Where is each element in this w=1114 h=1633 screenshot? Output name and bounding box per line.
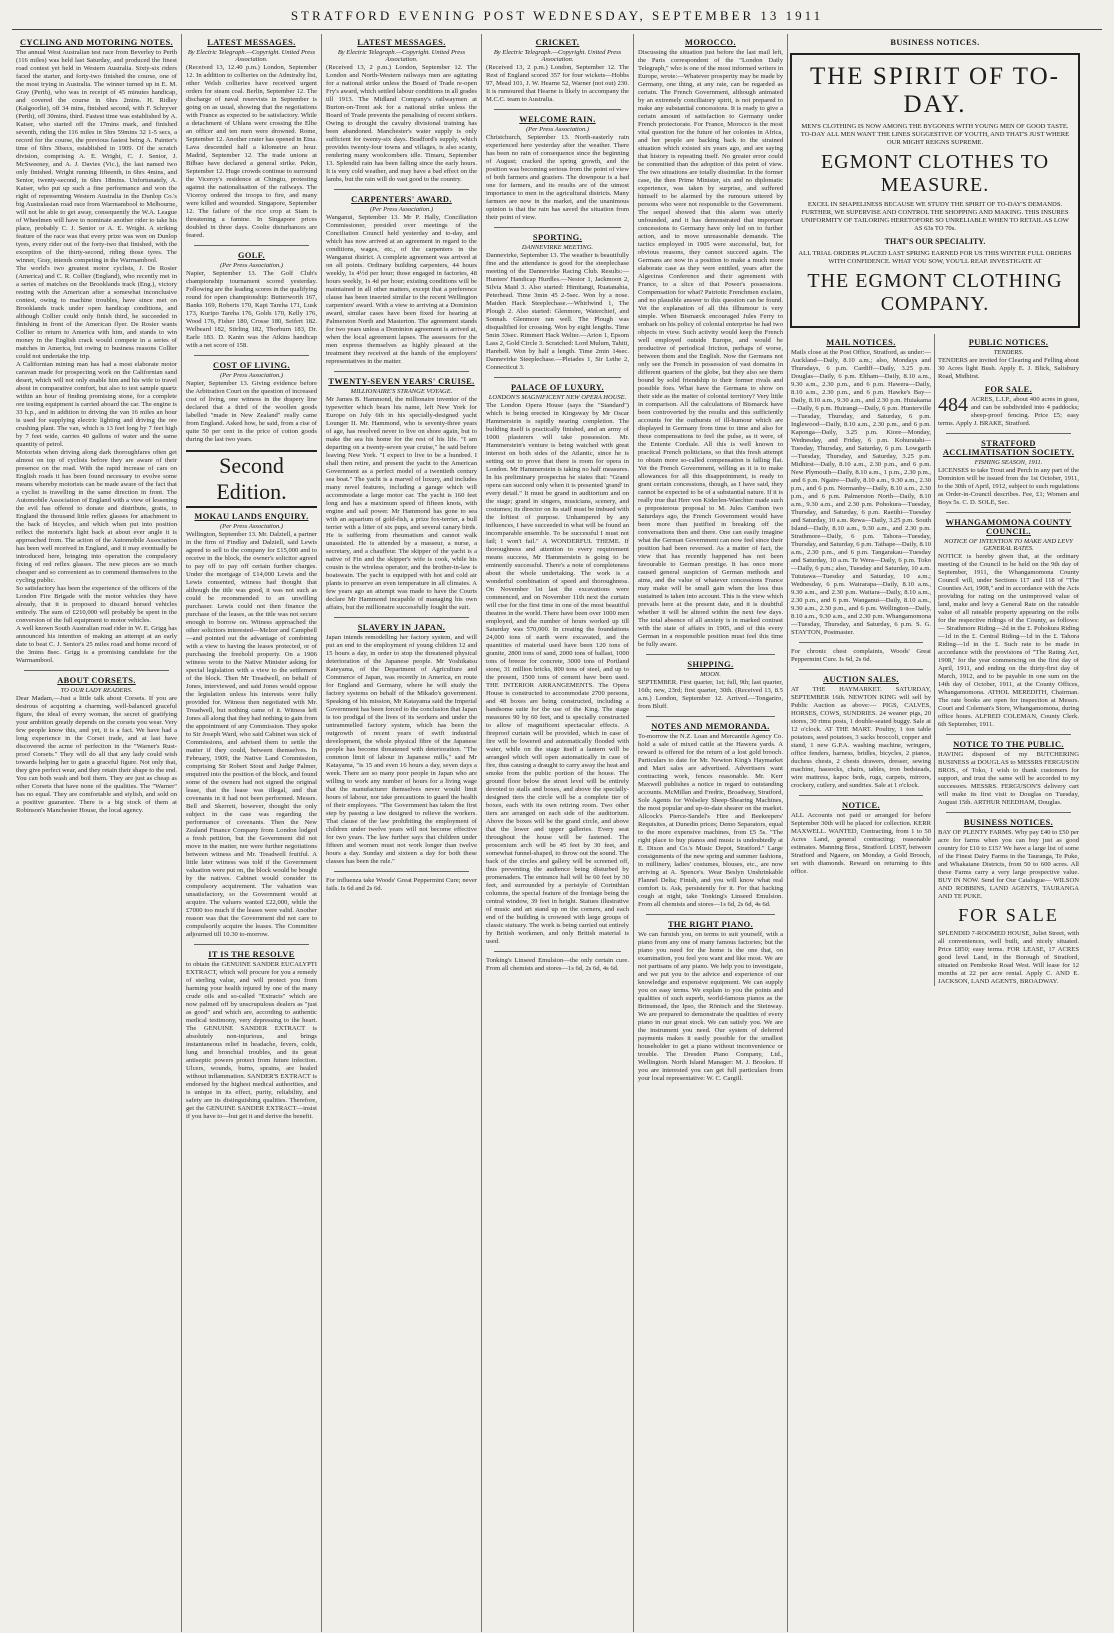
sporting-subheading: DANNEVIRKE MEETING. — [521, 244, 594, 251]
rates-text: NOTICE is hereby given that, at the ordinary meeting of the Council to be held on the 9th day of September, 1911, the Whangamomona County Council will, under Sections 117 and 118 of "The Counties Act, 1908," and in accordance with the Acts providing for rating on the unimproved value of land, make and levy a General Rate on the rateable value of all rateable property appearing on the rolls for the respective ridings of the County, as follows:— Strathmore Riding—2d in the £. Pohokura Riding—1d in the £. Central Riding—1d in the £. Tahora Riding—1d in the £. Such rate to be made in accordance with the provisions of "The Rating Act, 1908," for the year commencing on the first day of April, 1911, and ending on the thirty-first day of March, 1912, and to be payable in one sum on the 14th day of October, 1911, at the County Offices, Whangamomona. ATHOL MEREDITH, Chairman. The rate books are open for inspection at Messrs. Court and Coleman's Store, Whangamomona, during office hours. ALFRED COLEMAN, County Clerk. 6th September, 1911. — [938, 553, 1079, 728]
divider — [646, 914, 775, 915]
divider — [646, 716, 775, 717]
divider — [799, 669, 923, 670]
rates-subheading: NOTICE OF INTENTION TO MAKE AND LEVY GENERAL RATES. — [944, 538, 1073, 552]
notice-heading: NOTICE. — [842, 801, 880, 810]
mail-text: Mails close at the Post Office, Stratford, as under:— Auckland—Daily, 8.10 a.m.; also, Mondays and Thursdays, 6 p.m. Cardiff—Daily, 3.25 p.m. Douglas—Daily, 6 p.m. Eltham—Daily, 8.10 a.m., 9.30 a.m., 2.30 p.m., and 6 p.m. Hawera—Daily, 8.10 a.m., 2.30 p.m., and 6 p.m. Hawke's Bay—Daily, 8.10 a.m., 9.30 a.m., and 2.30 p.m. Huiakama—Daily, 6 p.m. Huirangi—Daily, 6 p.m. Hunterville—Tuesday, Thursday, and Saturday, 6 p.m. Inglewood—Daily, 8.10 a.m., 2.30 p.m., and 6 p.m. Kaponga—Daily, 3.25 p.m. Kiore—Monday, Wednesday, and Friday, 6 p.m. Kohuratahi—Tuesday, Thursday, and Saturday, 6 p.m. Lowgarth—Tuesday, Thursday, and Saturday, 3.25 p.m. Midhirst—Daily, 8.10 a.m., 2.30 p.m., and 6 p.m. New Plymouth—Daily, 8.10 a.m., 1 p.m., 2.30 p.m., and 6 p.m. Ngaire—Daily, 8.10 a.m., 9.30 a.m., 2.30 p.m., and 6 p.m. Normanby—Daily, 8.10 a.m., 2.30 p.m., and 6 p.m. Palmerston North—Daily, 8.10 a.m., 9.30 a.m., and 2.30 p.m. Pohokura—Tuesday, Thursday, and Saturday, 6 p.m. Raetihi—Tuesday and Saturday, 10 a.m. Rewa—Daily, 3.25 p.m. South Island—Daily, 8.10 a.m., 9.30 a.m., and 2.30 p.m. Strathmore—Daily, 6 p.m. Tahora—Tuesday, Thursday, and Saturday, 6 p.m. Taihape—Daily, 8.10 a.m., 2.30 p.m., and 6 p.m. Tangarakau—Tuesday and Saturday, 10 a.m. Te Wera—Daily, 6 p.m. Toko—Daily, 6 p.m.; also, Tuesday and Saturday, 10 a.m. Tututawa—Tuesday and Saturday, 10 a.m.; Wednesday, 6 p.m. Wairarapa—Daily, 8.10 a.m., 9.30 a.m., and 2.30 p.m. Waitara—Daily, 8.10 a.m., 2.30 p.m., and 6 p.m. Wanganui—Daily, 8.10 a.m., 9.30 a.m., 2.30 p.m., and 6 p.m. Wellington—Daily, 8.10 a.m., 9.30 a.m., and 2.30 p.m. Whangamomona—Tuesday, Thursday, and Saturday, 6 p.m. S. G. STAYTON, Postmaster. — [791, 349, 931, 636]
carpenters-text: Wanganui, September 13. Mr P. Hally, Conciliation Commissioner, presided over meetings of the Conciliation Council held yesterday and to-day, and which has now arrived at an agreement in regard to the conditions, wages, etc., of the carpenters in the Wanganui district. A complete agreement was arrived at on all points. Ordinary building carpenters, 44 hours weekly, 1s 4½d per hour; those engaged in factories, 48 hours weekly, 1s 4d per hour; existing conditions will be maintained in all other matters, except that a preference clause has been inserted similar to the recent Wellington carpenters' award. With a view to arriving at a Dominion award, similar cases have been fixed for hearing at Palmerston North and Masterton. The agreement stands for two years unless a Dominion agreement is arrived at, when the local agreement lapses. The assessors for the men express themselves as highly pleased at the treatment they received at the hands of the employers' representatives in the matter. — [326, 214, 477, 365]
divider — [334, 371, 469, 372]
cycling-heading: CYCLING AND MOTORING NOTES. — [19, 38, 174, 47]
divider — [494, 109, 621, 110]
piano-heading: THE RIGHT PIANO. — [667, 920, 754, 929]
carpenters-heading: CARPENTERS' AWARD. — [351, 195, 452, 204]
ad-line-1: MEN'S CLOTHING IS NOW AMONG THE BYGONES WITH YOUNG MEN OF GOOD TASTE. TO-DAY ALL MEN WANT THE LINES SUGGESTIVE OF YOUTH, AND THAT'S JUST WHERE OUR MIGHT REIGNS SUPREME. — [800, 123, 1070, 146]
mokau-text: Wellington, September 13. Mr. Dalziell, a partner in the firm of Findlay and Dalziell, said Lewis agreed to sell to the company for £15,000 and to receive in the block, the owner's solicitor agreed to pay off to pay off certain further charges. Under the mortgage of £14,000 Lewis and the Lewis consented, witness had thought that although the title was good, it was not such as could be recommended to an unwilling purchaser. Lewis could not then finance the purchase of the leases, as the title was not secure enough to borrow on. Witness approached the other solicitors interested—Melzer and Campbell—and pointed out the advantage of combining with a view to having the leases protected, or of purchasing the freehold property. On a 1906 witness wrote to the Native Minister asking for special legislation with a view to the settlement of the block. Then Mr Treadwell, on behalf of Jones, interviewed, and said Jones would oppose the legislation unless his interests were fully provided for. Witness then negotiated with Mr. Treadwell, but nothing came of it. Witness left Jones all along that they had nothing to gain from the appointment of any Commission. They spoke to Sir Joseph Ward, who said Cabinet was sick of Commissions, and advised them to settle the matter if they could, between themselves. In February, 1909, the Native Land Commission, comprising Sir Robert Stout and Judge Palmer, enquired into the position of the block, and found some of the owners had not signed the original lease, that the lease was illegal, and that covenants in it had not been performed. Messrs. Bell and Skerrett, however, thought the only subject in the case was regarding the performance of covenants. Then the New Zealand Finance Company from London lodged a fresh petition, but the Government did not move in the matter, nor were further negotiations between witness and Mr. Treadwell fruitful. A little later witness was told if the Government valuation were put on, the block would be bought by the natives. Cabinet would consider its compulsory acquirement. The valuation was unsatisfactory, so the Government would at acquire. The valuers wanted £22,000, while the £7000 too much if the leases were valid. Another reason was that the Government did not care to compulsorily acquire the leases. The Committee adjourned till 10.30 to-morrow. — [186, 531, 317, 938]
palace-text: The London Opera House (says the "Standard") which is being erected in Kingsway by Mr Oscar Hammerstein is rapidly nearing completion. The building itself is practically finished, and an army of 1000 plasterers will take possession. Mr. Hammerstein's venture is being watched with great interest on both sides of the Atlantic, since he is setting out to prove that there is room for opera in London. Mr Hammerstein is taking no half measures. In his preliminary prospectus he states that: "Grand opera can succeed only when it is presented 'grand' in every detail." It must be grand in auditorium and on the stage; grand in singers, musicians, scenery, and costumes; its director on its staff must be imbued with the loftiest of purpose. Unhampered by any influences, I have succeeded in what will be found an incomparable ensemble. To be successful I must not fail; I won't fail." A WONDERFUL THEME. If thoroughness and attention to every requirement means success, Mr Hammerstein is going to be eminently successful. There's a note of completeness about the whole undertaking. The work is a wonderful combination of speed and thoroughness. On November 1st last the excavations were commenced, and on November 11th next the curtain will rise for the first time in one of the most beautiful theatres in the world. There have been over 1000 men employed, and the number of hours worked up till Saturday was 570,000. In creating the foundations 24,000 tons of earth were excavated, and the quantities of material used have been 120 tons of granite, 2800 tons of sand, 2000 tons of ballast, 1000 tons of breeze for concrete, 3000 tons of Portland stone, 31 million bricks, 800 tons of steel, and up to the present, 1500 tons of cement have been used. THE INTERIOR ARRANGEMENTS. The Opera House is constructed to accommodate 2700 persons, and 48 boxes are being constructed, including a handsome suite for the use of the King. The stage measures 90 by 60 feet, and is specially constructed to allow of magnificent spectacular effects. A fireproof curtain will be provided, which in case of fire will be lowered and automatically flooded with water, while on the stage itself a lantern will be arranged which will open automatically in case of fire, thus causing a draught to carry away the heat and smoke from the public portion of the house. The ground floor below the street level will be entirely devoted to stalls and boxes, and above the specially-designed tiers the circle will be a complete tier of boxes, each with its own retiring room. Two other tiers are arranged on each side of the auditorium. Above the boxes will be the grand circle, and above that the lower and upper galleries. Every seat throughout the house will be fastened. The proscenium arch will be 45 feet by 30 feet, and somewhat funnel-shaped, to throw out the sound. The back of the circles and gallery will be screened off, thus preventing the audience being disturbed by promenaders. The entrance hall will be 60 feet by 30 feet, and surrounded by a peristyle of Corinthian columns, the special feature of the frontage being the central window, 39 feet in height. Statues illustrative of music and art stand up on the corners, and each end of the building is crowned with large groups of classic statuary. The work is being carried out entirely by British workmen, and only British material is used. — [486, 402, 629, 945]
cost-of-living-byline: (Per Press Association.) — [219, 372, 283, 379]
ad-speciality: THAT'S OUR SPECIALITY. — [884, 237, 986, 246]
corsets-text: Dear Madam,—Just a little talk about Corsets. If you are desirous of acquiring a charming, well-balanced graceful figure, the ideal of every woman, the secret of gratifying your ambition greatly depends on the corsets you wear. Very few people know this, and yet, it is a fact. We have had a long experience in the Corset trade, and at last have discovered the acme of perfection in the "Warner's Rust-proof Corsets." They will do all that any lady could wish towards helping her to gain a graceful figure. Not only that, they give perfect wear, and they retain their shape to the end. You can both wash and boil them. They are just as cheap as other Corsets that have none of the qualities. The "Warner" has no equal. They are comfortable and stylish, and sold on a positive guarantee. There is a big stock of them at Robinson's Manchester House, the local agency. — [16, 695, 177, 814]
auction-text: AT THE HAYMARKET. SATURDAY, SEPTEMBER 16th. NEWTON KING will sell by Public Auction as above:— PIGS, CALVES, HORSES, COWS, SUNDRIES. 24 weaner pigs, 20 stores, 30 rimu posts, 1 double-seated buggy. Sale at 12 o'clock. AT THE MART. Poultry, 1 ton table potatoes, seed potatoes, 3 sacks broccoli, copper and stand, 1 new G.P.A. washing machine, wringers, office fenders, harness, bridles, bicycles, 2 pianos, duchess chests, 2 chests drawers, dresser, sewing machine, hassocks, chairs, tables, iron bedsteads, wire mattress, kapoc beds, rugs, carpets, mirrors, crockery, cutlery, and sundries. Sale at 1 o'clock. — [791, 686, 931, 789]
farms-text: BAY OF PLENTY FARMS. Why pay £40 to £50 per acre for farms when you can buy just as good country for £10 to £15? We have a large list of some of the Finest Dairy Farms in the Tauranga, Te Puke, and Whakatane Districts, from 50 to 600 acres. All these Farms carry a very large prospective value. BUY IN NOW. Send for Our Catalogue— WILSON AND ROBBINS, LAND AGENTS, TAURANGA AND TE PUKE. — [938, 829, 1079, 900]
cruise-heading: TWENTY-SEVEN YEARS' CRUISE. — [328, 377, 475, 386]
divider — [946, 512, 1071, 513]
divider — [946, 812, 1071, 813]
morocco-text: Discussing the situation just before the last mail left, the Paris correspondent of the "London Daily Telegraph," who is one of the most informed writers in Europe, wrote:—Whatever prosperity may be made by Germany, one thing, at any rate, can be regarded as certain. The French Government, although animated by an extremely conciliatory spirit, is not prepared to make any substantial concessions. It is ready to give a certain amount of satisfaction to Germany under French protectorate. For France, Morocco is the most vital question for the future of her colonies in Africa, and her people are backing back to the strained situation which existed six years ago, and are saying that history is repeating itself. No greater error could be committed than the adoption of this point of view. The two situations are totally dissimilar. In the former case, the then Prime Minister, six and no diplomatic experience, was taken by surprise, and suffered himself to be alarmed by the rumours uttered by persons who were not responsible to the Government. The sequel showed that this alarm was utterly unfounded, and it has demonstrated that important concessions to Germany have only led on to further action, and to move unreasonable demands. The tactics employed in 1905 were successful, but, for obvious reasons, they cannot succeed again. The Germans are now in a position to make a much more elaborate case as they were entitled, years after the Algeciras Conference and their agreement with France, to a slice of that Power's possessions. Compensation for what? Patriotic Frenchmen exclaim, and no plausible answer to this question can be found. Yet the explanation of all this illhumour is very simple. When Bismarck encouraged Jules Ferry to embark on his policy of colonial enterprise he had two objects in view. Such activity would keep the French well employed outside Europe, and would be productive of periodical friction, perhaps of worse, between them and the English. Now the Germans not only see the French in possession of vast domains in different quarters of the globe, but they also see them bound by solid friendship to their former rivals and possible foes. What have the Germans to show on their side as the matter of colonial territory? Very little in comparison. All the calculations of Bismarck have been controverted by the results and this sufficiently accounts for the outbursts of ill-humour which are displayed in Germany from time to time and also for these compensations to feel the pulse, as it were, of the Entente Cordiale. All this is well known to practical French politicians, so that this fresh attempt to obtain more so-called compensation is falling flat. Yet the French Government, willing as it is to make allowances for all this disappointment, is ready to grant certain concessions, though, as I have said, they cannot be expected to be of a substantial nature. If it is really true that Herr von Kiderlen-Waechter made such a preposterous proposal to M. Jules Cambon two Saturdays ago, the French Government would have been more than justified in breaking off the conversations then and there. One can easily imagine what the German Government can now feel since their position had been reversed. As a matter of fact, the view that has recently happened has not been favourable to German prestige. It has once more caused general suspicion of German methods and aims, and the value of whatever concessions France may make will be small gain when the loss thus sustained is taken into account. This is the view which prevails here at the present date, and it is doubtful whether it will be altered within the next few days. The total absence of all anxiety is in marked contrast with the state of affairs in 1905, and of this every German in a responsible position must feel this time be fully aware. — [638, 49, 784, 648]
latest-messages-2-heading: LATEST MESSAGES. — [357, 38, 446, 47]
business-notices-heading: BUSINESS NOTICES. — [963, 818, 1054, 827]
notes-text: To-morrow the N.Z. Loan and Mercantile Agency Co. hold a sale of mixed cattle at the Hawera yards. A reward is offered for the return of a lost gold brooch. Particulars to date for Mr. Newton King's Haymarket and Mart sales are advertised. Advertisers want contracting work, fences reasonable. Mr. Kerr Maxwell publishes a notice in regard to outstanding accounts. McMillan and Fredric, Broadway, Stratford, Sole Agents for Wolseley Sheep-Shearing Machines, the most popular and up-to-date shearer on the market. Allcock's Pierce-Sandel's Hire and Beekeepers' Requisites, at Dunedin prices; Demo Separators, equal to the more expensive machines, from £5 5s. "The right place to buy pianos and music is undoubtedly at E. Dixon and Co.'s Music Depot, Stratford." Large consignments of the new spring and summer fashions, in millinery, ladies' costumes, blouses, etc., are now arriving at A. Spence's. Wear Beslyn Unshrinkable Flannel Delta; Finish, and you will know what real comfort is. Ask, persistently for it. For that hacking cough at night, take Tonking's Linseed Emulsion. From all chemists and stores—1s 6d, 2s 6d, 4s 6d. — [638, 733, 783, 908]
column-latest-messages-2 — [322, 34, 482, 1632]
divider — [946, 433, 1071, 434]
council-heading: WHANGAMOMONA COUNTY COUNCIL. — [945, 518, 1072, 536]
cycling-text-6: A well known South Australian road rider in W. E. Grigg has announced his intention of making an attempt at an early date to beat C. J. Senior's 25 miles road and home record of the 3mins 8sec. Grigg is a promising candidate for the Warrnambool. — [16, 625, 177, 664]
column-morocco — [634, 34, 788, 1632]
mokau-byline: (Per Press Association.) — [219, 523, 283, 530]
business-twin-columns — [788, 334, 1082, 986]
tenders-subheading: TENDERS. — [993, 349, 1024, 356]
mokau-heading: MOKAU LANDS ENQUIRY. — [194, 512, 309, 521]
divider — [194, 245, 309, 246]
column-mail — [788, 334, 935, 986]
cycling-text-4: Motorists when driving along dark thoroughfares often get almost on top of cyclists before they are aware of their presence on the road. With the rapid increase of cars on English roads it has been found necessary to evolve some means whereby motorists can be made aware of the fact that a cyclist is travelling in the same direction in front. The Automobile Association of England with a view of lessening the evil has offered to donate and distribute, gratis, to England the thousand little reflex glasses for attachment to the back of bicycles, and which when put into position reflect the motorist's light back at about ever angle it is approached from. The action of the Automobile Association has been well received in England, and it may eventually be introduced here, bringing into operation the compulsory fixing of red reflex glasses. The new pieces are so much cheaper and so convenient as to commend themselves to the cycling public. — [16, 449, 177, 584]
cruise-text: Mr James B. Hammond, the millionaire inventor of the typewriter which bears his name, left New York for Europe on July 6th in his specially-designed yacht Lounger II. Mr. Hammond, who is seventy-three years of age, has resolved never to live on shore again, but to make the sea his home for the rest of his life. "I am departing on a twenty-seven year cruise," he said before leaving New York. "I expect to live to be a hundred. I shall then retire, and present the yacht to the American Government as a perfect model of a twentieth century sea boat." The yacht is a marvel of luxury, and includes many novel features, including a garage which will accommodate a large motor car. The yacht is 160 feet long and has a maximum speed of fifteen knots, with engine and sail power. Mr Hammond has gone to sea with an aquarium of gold-fish, a prize fox-terrier, a bull terrier with a litter of six pups, and several canary birds. He is suffering from rheumatism and cannot walk unassisted. He is attended by a masseur, a nurse, a secretary, and a chauffeur. The skipper of the yacht is a native of Fin and the skipper's wife is cook, while his cousin is the wireless operator, and the brother-in-law is boatswain. The yacht is equipped with hot and cold air plants to preserve an even temperature in all climates. A few years ago an attempt was made to have the Courts declare Mr Hammond incapable of managing his own affairs, but the millionaire successfully fought the suit. — [326, 396, 477, 611]
resolve-text: to obtain the GENUINE SANDER EUCALYPTI EXTRACT, which will procure for you a remedy of sterling value, and will protect you from harming your health injured by one of the many crude oils and so-called "Extracts" which are now palmed off by unscrupulous dealers as "just as good" and which are, according to authentic medical testimony, very depressing to the heart. The GENUINE SANDER EXTRACT is absolutely non-injurious, and brings instantaneous relief in headache, fevers, colds, lung and bronchial troubles, and its great antiseptic powers protect from future infection. Ulcers, wounds, burns, sprains, are healed without inflammation. SANDER'S EXTRACT is endorsed by the highest medical authorities, and is unique in its effect, purity, reliability, and safety are its distinguishing qualities. Therefore, get the GENUINE SANDER EXTRACT—insist if you have to—but get it and derive the benefit. — [186, 961, 317, 1120]
house-text: SPLENDID 7-ROOMED HOUSE, Juliet Street, with all conveniences, well built, and nicely situated. Price £850; easy terms. FOR LEASE, 17 ACRES good level Land, in the Borough of Stratford, situated on Pembroke Road West. Will lease for 12 months at 22 per acre rental. Apply C. AND E. JACKSON, LAND AGENTS, BROADWAY. — [938, 930, 1079, 985]
rain-text: Christchurch, September 13. North-easterly rain experienced here yesterday after the weather. There has been no rain of consequence since the beginning of August; cracked the spring growth, and the position was becoming serious from the point of view of both farmers and graziers. The downpour is a bad one for farmers, and its results are of the utmost importance to men in the agricultural districts. Many farmers are now in the market, and the unanimous opinion is that the rain has saved the situation from their point of view. — [486, 134, 629, 221]
golf-text: Napier, September 13. The Golf Club's championship tournament scored yesterday. Following are the leading scores in the qualifying round for open championship: Butterworth 167, Banks 169, Roberts 170, Kapi Tareha 171, Lusk 173, Kuripo Tareha 176, Golds 170, Kelly 176, Wood 176, Fisher 180, Crosse 180, Seifert 182. Welbeard 182, Stirling 182, Thorburn 183, Dr. Earle 183. D. Kanin was the Atkins handicap with a net score of 158. — [186, 270, 317, 349]
egmont-advertisement — [790, 53, 1080, 328]
ad-line-3: ALL TRIAL ORDERS PLACED LAST SPRING EARNED FOR US THIS WINTER FULL ORDERS WITH CONFIDENCE. WHAT YOU SOW, YOU'LL REAP. INVESTIGATE AT — [798, 250, 1072, 265]
sporting-text: Dannevirke, September 13. The weather is beautifully fine and the attendance is good for the steeplechase meeting of the Dannevirke Racing Club. Results:— Hunters' Handicap Hurdles.—Nestor 1, Jackmoon 2, Silvia Maid 3. Also started: Himitangi, Ruatanahia, Peterhead. Time 3min 45 2-5sec. Won by a nose. Maiden Hack Steeplechase.—Whirlwind 1, The Plough 2. Also started: Glenmore, Waterchief, and Sonnah. Glenmore ran well. The Plough was disqualified for crossing. Won by eight lengths. Time 5min 33sec. Rimmeri Hack Welter.—Arion 1, Epsom Lass 2, Gold Circle 3. Scratched: Lord Mulum, Tahiti, Harebell. Won by half a length. Time 2min 14sec. Dannevirke Steeplechase.—Pleiades 1, Sir Lethe 2, Connecticut 3. — [486, 252, 629, 371]
for-sale-banner: FOR SALE — [958, 905, 1059, 925]
resolve-heading: IT IS THE RESOLVE — [208, 950, 295, 959]
cricket-text: (Received 13, 2 p.m.) London, September 12. The Rest of England scored 357 for four wickets—Hobbs 97, Mead 101, J. W. Hearne 52, Warner (not out) 230. It is rumoured that Hearne is likely to accompany the M.C.C. team to Australia. — [486, 64, 629, 103]
latest-messages-byline: By Electric Telegraph.—Copyright. United Press Association. — [187, 49, 316, 63]
chest-notice: For chronic chest complaints, Woods' Great Peppermint Cure. Is 6d, 2s 6d. — [791, 648, 931, 663]
rain-byline: (Per Press Association.) — [525, 126, 589, 133]
masthead: STRATFORD EVENING POST WEDNESDAY, SEPTEMBER 13 1911 — [12, 8, 1102, 30]
divider — [646, 654, 775, 655]
shipping-heading: SHIPPING. — [687, 660, 734, 669]
second-edition-banner: Second Edition. — [186, 450, 317, 508]
golf-heading: GOLF. — [237, 251, 266, 260]
ad-headline: EGMONT CLOTHES TO MEASURE. — [820, 151, 1050, 196]
acreage-figure: 484 — [938, 394, 968, 416]
latest-messages-2-byline: By Electric Telegraph.—Copyright. United Press Association. — [337, 49, 466, 63]
moon-subheading: MOON. — [700, 671, 721, 678]
for-sale-body: ACRES, L.I.P., about 400 acres in grass, and can be subdivided into 4 paddocks; sheep-proof fencing. Price £5; easy terms. Apply J. BRAKE, Stratford. — [938, 396, 1079, 427]
mail-heading: MAIL NOTICES. — [826, 338, 896, 347]
golf-byline: (Per Press Association.) — [219, 262, 283, 269]
latest-messages-text: (Received 13, 12.40 p.m.) London, September 12. In addition to collieries on the Admiralty list, other Welsh collieries have received urgent orders for steam coal. Berlin, September 12. The discharge of naval reservists in September is going on as usual, showing that the negotiations with France as expected to be satisfactory. While a detachment of Uhlans were crossing the Elbe an officer and ten men were drowned. Rome, September 12. Another crater has opened in Etna. Lava descended half a kilometre an hour. Madrid, September 12. The trade unions at Bilbao have declared a general strike. Pekin, September 12. Huge crowds continue to surround the Viceroy's residence at Chingtu, protesting against the nationalisation of the railways. The Viceroy ordered the troops to fire, and many were killed and wounded. Singapore, September 12. The failure of the rice crop at Siam is threatening a famine. In Singapore prices doubled in three days. Coolie disturbances are feared. — [186, 64, 317, 239]
palace-heading: PALACE OF LUXURY. — [511, 383, 604, 392]
carpenters-byline: (Per Press Association.) — [369, 206, 433, 213]
divider — [194, 944, 309, 945]
cycling-text-5: So satisfactory has been the experience of the officers of the London Fire Brigade with the motor vehicles they have already, that it is proposed to discard horsed vehicles entirely. The sum of £210,000 will probably be spent in the conversion of the full equipment to motor vehicles. — [16, 585, 177, 624]
divider — [24, 670, 169, 671]
fishing-subheading: FISHING SEASON, 1911. — [974, 459, 1043, 466]
column-cycling — [12, 34, 182, 1632]
for-sale-text — [938, 396, 1079, 428]
column-public-notices — [935, 334, 1082, 986]
shipping-text: SEPTEMBER. First quarter, 1st; full, 9th; last quarter, 16th; new, 23rd; first quarter, 30th. (Received 13, 8.5 a.m.) London, September 12. Arrived.—Tongariro, from Bluff. — [638, 679, 783, 710]
tenders-text: TENDERS are invited for Clearing and Felling about 30 Acres light Bush. Apply E. J. Blick, Salisbury Road, Midhirst. — [938, 357, 1079, 380]
notes-heading: NOTES AND MEMORANDA. — [651, 722, 770, 731]
for-sale-heading: FOR SALE. — [984, 385, 1033, 394]
divider — [334, 189, 469, 190]
acclimatisation-heading: STRATFORD ACCLIMATISATION SOCIETY. — [942, 439, 1075, 457]
divider — [334, 617, 469, 618]
morocco-heading: MOROCCO. — [685, 38, 736, 47]
ad-company: THE EGMONT CLOTHING COMPANY. — [807, 270, 1063, 315]
cycling-text-2: The world's two greatest motor cyclists, J. De Rosier (America) and C. R. Collier (England), who recently met in a series of matches on the Brooklands track (Eng.), victory resting with the American after a somewhat inconclusive contest, owing to machine troubles, have since met on Brooklands track under open handicap conditions, and although Collier could only finish third, he succeeded in finishing in front of the American flyer. De Rosier wants Collier to return to America with him, and stands to win money in the English crack would compete in a series of matches in America, but owing to business reasons Collier could not undertake the trip. — [16, 265, 177, 360]
column-business — [788, 34, 1082, 1632]
fishing-text: LICENSES to take Trout and Perch in any part of the Dominion will be issued from the 1st October, 1911, to the 30th of April, 1912, subject to such regulations as Order-in-Council describes. Fee, £1; Women and Boys 5s. C. D. SOLE, Sec. — [938, 467, 1079, 506]
divider — [799, 642, 923, 643]
tonking-notice: Tonking's Linseed Emulsion—the only certain cure. From all chemists and stores—1s 6d, 2s 6d, 4s 6d. — [486, 957, 629, 972]
cruise-subheading: MILLIONAIRE'S STRANGE VOYAGE. — [350, 388, 453, 395]
influenza-notice: For influenza take Woods' Great Peppermint Cure; never fails. Is 6d and 2s 6d. — [326, 877, 477, 892]
divider — [194, 355, 309, 356]
divider — [494, 377, 621, 378]
notice-text: ALL Accounts not paid or arranged for before September 30th will be placed for collection. KERR MAXWELL. WANTED, Contracting, from 1 to 50 Acres Land, general contracting; reasonable estimates. Manning Bros., Stratford. LOST, between Stratford and Ngaere, on Monday, a Gold Brooch, set with diamonds. Reward on returning to this office. — [791, 812, 931, 875]
butchery-text: HAVING disposed of my BUTCHERING BUSINESS at DOUGLAS to MESSRS FERGUSON BROS., of Toko, I wish to thank customers for support, and trust the same will be accorded to my successors. MESSRS. FERGUSON'S delivery cart will make its first visit to Douglas on Tuesday, August 15th. ARTHUR NEEDHAM, Douglas. — [938, 751, 1079, 806]
corsets-heading: ABOUT CORSETS. — [57, 676, 136, 685]
cricket-byline: By Electric Telegraph.—Copyright. United Press Association. — [493, 49, 622, 63]
slavery-heading: SLAVERY IN JAPAN. — [357, 623, 446, 632]
divider — [494, 951, 621, 952]
column-cricket — [482, 34, 634, 1632]
column-latest-messages — [182, 34, 322, 1632]
notice-public-heading: NOTICE TO THE PUBLIC. — [953, 740, 1064, 749]
rain-heading: WELCOME RAIN. — [519, 115, 596, 124]
latest-messages-heading: LATEST MESSAGES. — [207, 38, 296, 47]
slavery-text: Japan intends remodelling her factory system, and will put an end to the employment of young children 12 and 15 hours a day, in order to stop the threatened physical deterioration of the Japanese people. Mr Yoshikatsu Kateyama, of the Department of Agriculture and Commerce of Japan, was recently in America, en route for England and Germany, where he will study the factory systems on behalf of the Mikado's government. Speaking of his mission, Mr Katayama said the Imperial Government has been forced to the conclusion that Japan is too prodigal of the lives of its workers and under the untrammelled factory system, which has been the outgrowth of recent years of swift industrial development, the whole physical fibre of the Japanese people has become threatened with deterioration. "The common limit of labour in Japanese mills," said Mr Katayama, "is 15 and even 16 hours a day, seven days a week. There are so many poor people in Japan who are willing to work any number of hours for a living wage that the manufacturer themselves never would limit hours of labour, nor take precautions to guard the health of their employees. "The Government has taken the first step by passing a law designed to relieve the workers. That clause of the law prohibiting the employment of children under twelve years will not become effective for two years. The law further says that children under fifteen and women must not work longer than twelve hours a day. Sunday and sixteen a day for both these classes has been the rule." — [326, 634, 477, 865]
divider — [494, 227, 621, 228]
palace-subheading: LONDON'S MAGNIFICENT NEW OPERA HOUSE. — [488, 394, 627, 401]
cycling-text-1: The annual West Australian test race from Beverley to Perth (116 miles) was held last Saturday, and produced the finest road contest yet held in Western Australia. Sixty-six riders faced the starter, and forty-two finished the course, one of the most trying in Australia. The winner turned up in E. M. Gray (Perth), who was in receipt of 45 minutes handicap, and covered the course in 6hrs 2mins. H. Ridley (Kalgoorlie), off 34 mins, finished second, with F. Schryver (Perth), off 30mins, third. Fastest time was established by A. Kaiser, who started off the 17mins mark, and finished seventh, riding the 116 miles in 5hrs 59mins 32 1-5 secs, a record for the course, the previous fastest being A. Painter's time of 6hrs 30secs, established in 1909. Of the scratch division, comprising A. E. Wright, C. J. Senior, J. McSweeney, and A. J. Davies (Vic.), the last named two only finished. Wright running fifteenth, in 6hrs 4mins, and Senior, twenty-second, in 6hrs 18mins. Unfortunately, A. Kaiser, who put up such a fine performance and won the right of representing Western Australia in the Dunlop Co.'s big Australasian road race from Warrnambool to Melbourne, will not be able to get away, consequently the W.A. League of Wheelmen will have to nominate another rider to take his place, probably C. J. Senior or A. E. Wright. A striking feature of the race was that every prize was won on Dunlop tyres, every rider out of the forty-two that finished, with the exception of the thirty-second, riding those tyres. The winner, Gray, intends competing in the Warrnambool. — [16, 49, 177, 264]
cricket-heading: CRICKET. — [535, 38, 580, 47]
business-notices-header: BUSINESS NOTICES. — [890, 38, 980, 47]
cost-of-living-text: Napier, September 13. Giving evidence before the Arbitration Court on the question of increased cost of living, one witness in the drapery line declared that a third of the woollen goods labelled "made in New Zealand" really came from England. Asked how, he said, from a rise of quite 50 per cent in the price of cotton goods during the last two years. — [186, 380, 317, 443]
latest-messages-2-text: (Received 13, 2 p.m.) London, September 12. The London and North-Western railways men are agitating for a national strike unless the Board of Trade re-open Fry's award, which settled labour conditions in all grades till 1913. The Midland Company's railwaymen at Burton-on-Trent ask for a national strike unless the Board of Trade prevents the penalising of recent strikers. Owing to drought the cavalry divisional training has been abandoned. Manchester's water supply is only sufficient for twenty-six days. Bradford's supply, which provides twenty-four towns and villages, is also scanty, rendering many woolcombers idle. Timaru, September 13. Splendid rain has been falling since the early hours. It is very cold weather, and may have a bad effect on the lambs, but the rain will do vast good to the country. — [326, 64, 477, 183]
columns — [12, 34, 1102, 1632]
auction-heading: AUCTION SALES. — [823, 675, 899, 684]
divider — [946, 734, 1071, 735]
corsets-subheading: TO OUR LADY READERS. — [60, 687, 133, 694]
cycling-text-3: A Californian mining man has had a most elaborate motor caravan made for prospecting work on the Californian sand desert, which will not only enable him and his wife to travel about in comparative comfort, but also to test sample quartz within an hour of finding promising stone, for a complete ore testing equipment is carried aboard the car. The engine is 33 h.p., and in addition to driving the van 16 miles an hour is used for supplying electric lighting and driving the ore crushing plant. The van, which is 13 feet long by 7 feet high by 7 feet wide, carries 40 gallons of water and the same quantity of petrol. — [16, 361, 177, 448]
divider — [334, 871, 469, 872]
divider — [799, 795, 923, 796]
ad-line-2: EXCEL IN SHAPELINESS BECAUSE WE STUDY THE SPIRIT OF TO-DAY'S DEMANDS. FURTHER, WE SUPERVISE AND CONTROL THE SHOPPING AND MAKING. THIS INSURES UNIFORMITY OF TAILORING HERETOFORE SO UNRELIABLE WHEN TO RETAIL AS LOW AS 63s TO 70s. — [801, 201, 1069, 232]
public-notices-heading: PUBLIC NOTICES. — [968, 338, 1049, 347]
piano-text: We can furnish you, on terms to suit yourself, with a piano from any one of many famous factories; but the piano you need for the home is the one that, on examination, you feel you want and like most. We are not partisans of any piano. We help you to investigate, and we put you to the advice and experience of our knowledge and expensive equipment. We can supply you on easy terms. We explain to you the points and qualities of such superb, world-famous pianos as the Brinsmead, the Ipso, the Rönisch and the Steinway. We are prepared to demonstrate the qualities of every piano in our great stock. We can satisfy you. We are the instrument you need. Our system of deferred payments makes it easily possible for the smallest householder to get a piano without inconvenience or trouble. The Dresden Piano Company, Ltd., Wellington. North Island Manager: M. J. Brookes. If you are interested you can get full particulars from your local representative: W. C. Cargill. — [638, 931, 783, 1082]
cost-of-living-heading: COST OF LIVING. — [213, 361, 290, 370]
sporting-heading: SPORTING. — [532, 233, 583, 242]
ad-title: THE SPIRIT OF TO-DAY. — [809, 63, 1060, 118]
